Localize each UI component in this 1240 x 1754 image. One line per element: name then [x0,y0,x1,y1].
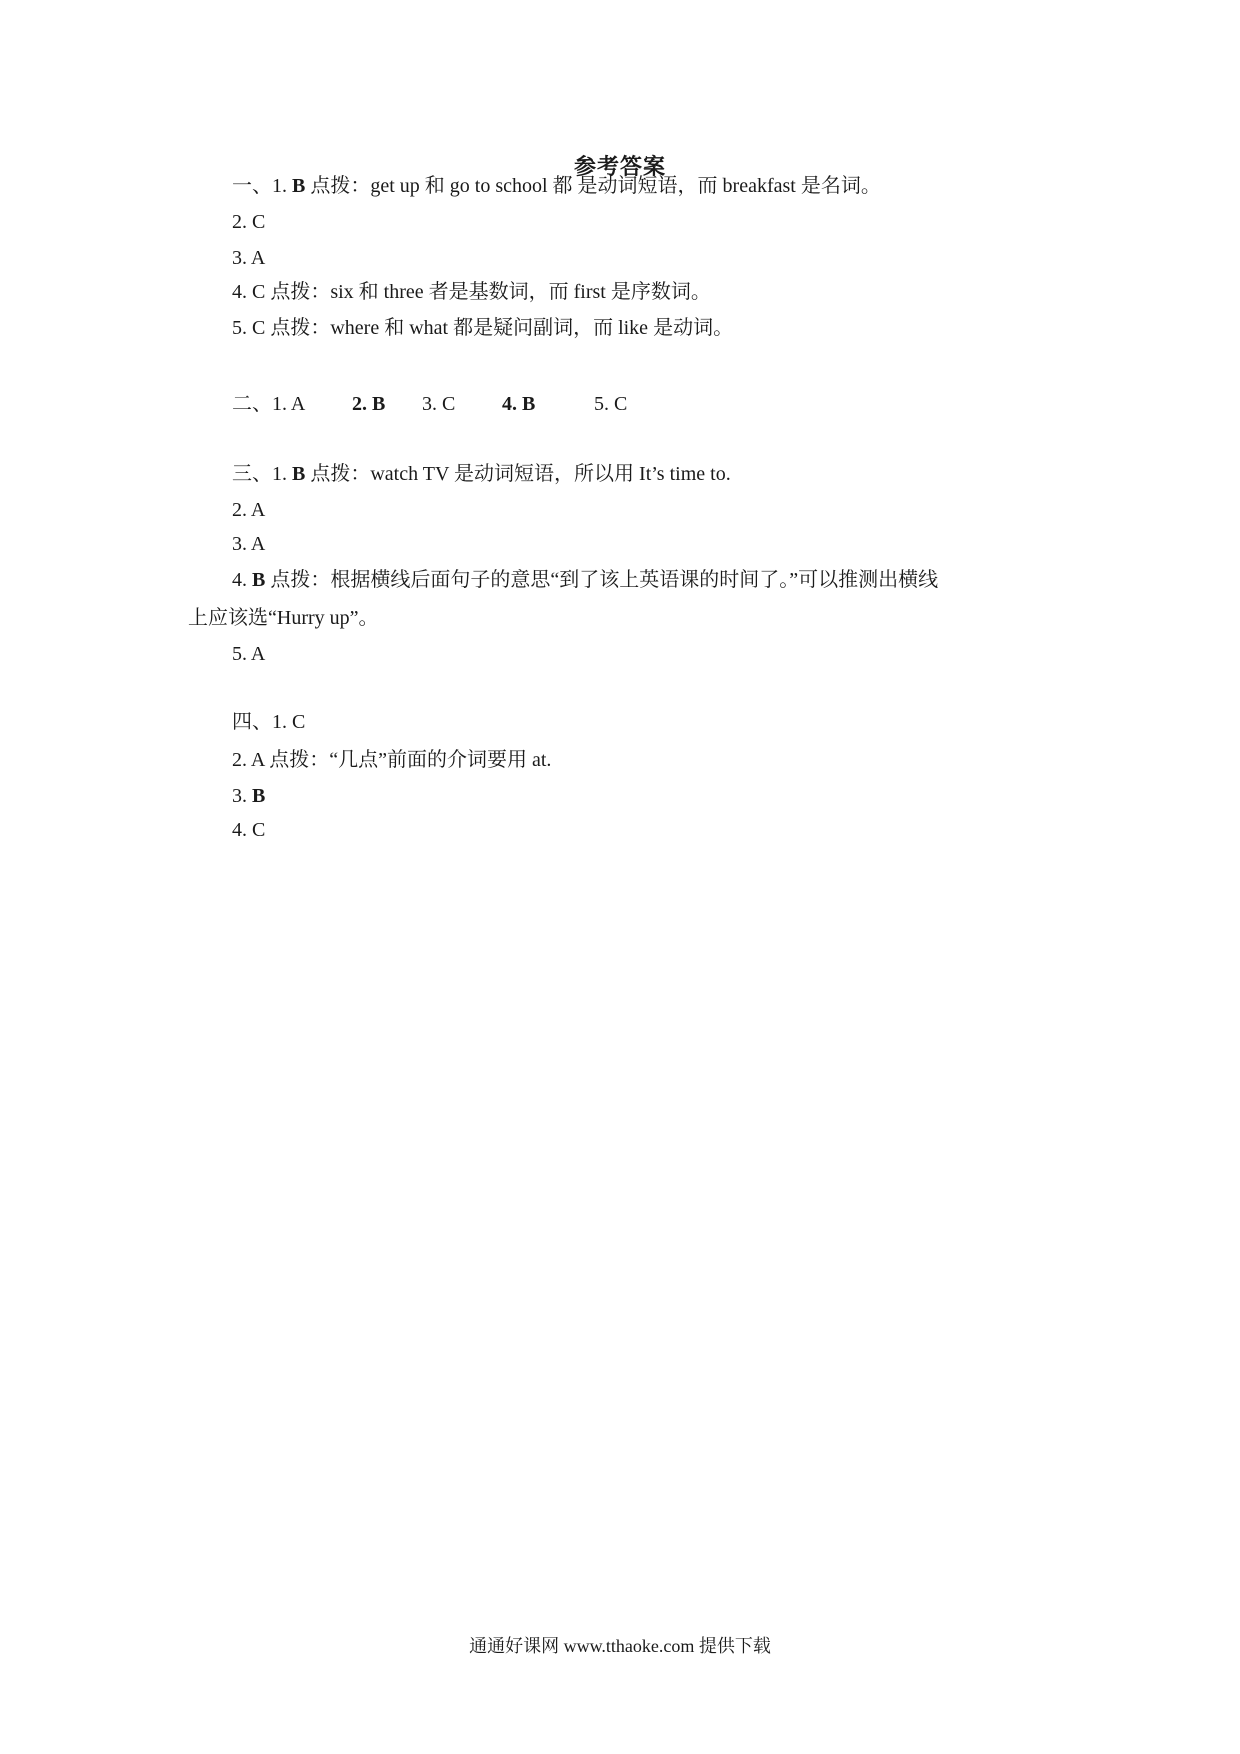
section4-item3-answer: B [252,785,266,807]
section2-answer-2: 2. B [352,393,386,415]
section1-item1-answer: B [292,175,306,197]
section3-item2: 2. A [232,499,266,521]
section3-item5: 5. A [232,643,266,665]
section1-item3: 3. A [232,247,266,269]
section2-answer-4: 4. B [502,393,536,415]
section2-answers-row [232,390,627,418]
section1-item1-note: 点拨：get up 和 go to school 都 是动词短语，而 breakfast 是名词。 [305,175,881,197]
section4-item4: 4. C [232,819,266,841]
section3-item1-note: 点拨：watch TV 是动词短语，所以用 It’s time to. [305,463,731,485]
page-title: 参考答案 [573,154,666,179]
section2-answer-5: 5. C [594,393,628,415]
section4-item3-prefix: 3. [232,785,252,807]
section3-item4-note: 点拨：根据横线后面句子的意思“到了该上英语课的时间了。”可以推测出横线 [265,569,939,591]
section3-item4-answer: B [252,569,266,591]
section2-answer-1: 1. A [272,393,306,415]
section3-item4 [232,566,938,594]
section1-item5: 5. C 点拨：where 和 what 都是疑问副词，而 like 是动词。 [232,317,734,339]
section3-item4-prefix: 4. [232,569,252,591]
section3-item4-continuation: 上应该选“Hurry up”。 [188,607,379,629]
section2-answer-3: 3. C [422,393,456,415]
section3-item3: 3. A [232,533,266,555]
section4-item3 [232,782,265,810]
section3-item1-prefix: 三、1. [232,463,292,485]
section4-item1: 四、1. C [232,711,306,733]
section4-item2: 2. A 点拨：“几点”前面的介词要用 at. [232,749,552,771]
section1-item4: 4. C 点拨：six 和 three 者是基数词，而 first 是序数词。 [232,281,711,303]
section1-item2: 2. C [232,211,266,233]
page-footer: 通通好课网 www.tthaoke.com 提供下载 [469,1636,771,1656]
section3-item1 [232,460,731,488]
section3-item1-answer: B [292,463,306,485]
section2-label: 二、 [232,393,272,415]
section1-item1 [232,172,881,200]
section1-item1-prefix: 一、1. [232,175,292,197]
